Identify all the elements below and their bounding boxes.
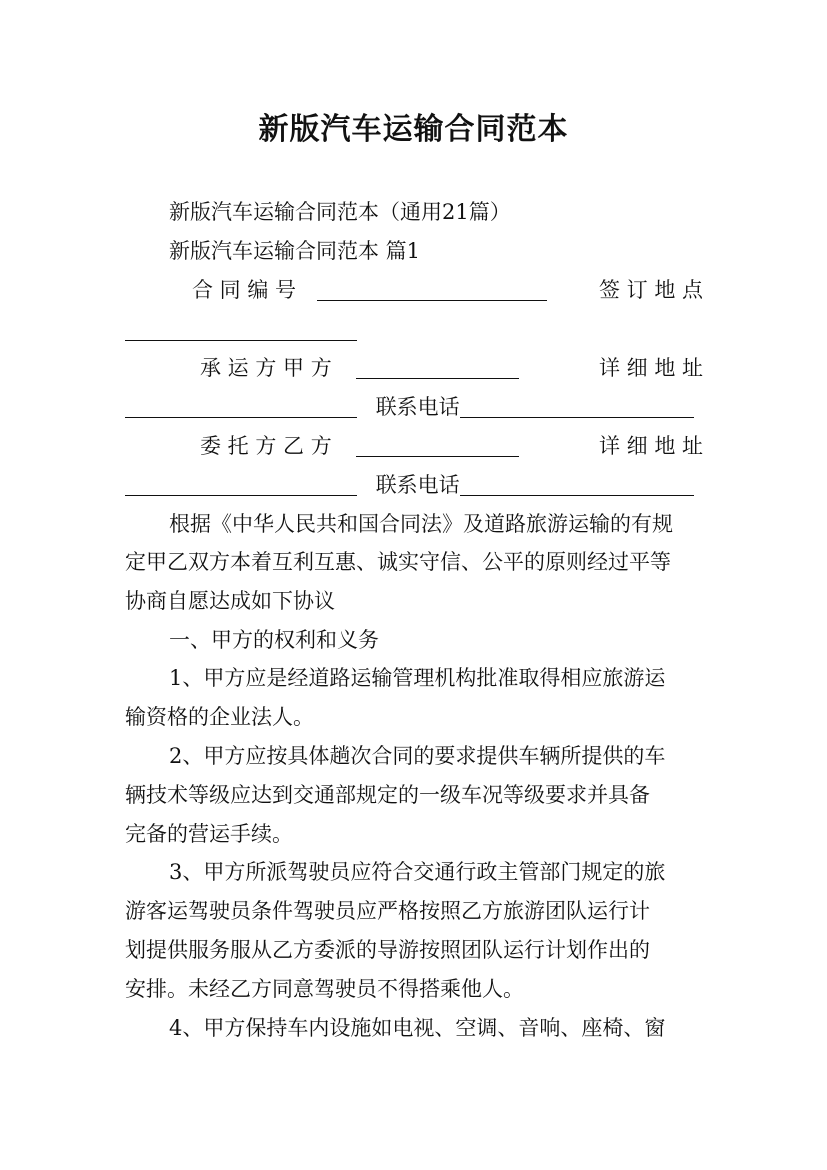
sign-place-row [125,316,703,344]
client-blank [356,436,519,457]
paragraph-line: 安排。未经乙方同意驾驶员不得搭乘他人。 [125,977,524,1001]
carrier-address-label: 详 细 地 址 [598,356,703,380]
client-phone-label: 联系电话 [375,473,460,497]
paragraph-line: 1、甲方应是经道路运输管理机构批准取得相应旅游运 [169,666,666,690]
sign-place-label: 签 订 地 点 [598,278,703,302]
paragraph-line: 定甲乙双方本着互利互惠、诚实守信、公平的原则经过平等 [125,550,671,574]
client-label: 委 托 方 乙 方 [200,434,332,458]
paragraph-line: 完备的营运手续。 [125,822,293,846]
paragraph-line: 根据《中华人民共和国合同法》及道路旅游运输的有规 [169,512,673,536]
carrier-contact-row [125,393,703,421]
paragraph-line: 辆技术等级应达到交通部规定的一级车况等级要求并具备 [125,783,650,807]
carrier-phone-label: 联系电话 [375,395,460,419]
sign-place-blank [125,320,357,341]
client-row [200,432,703,460]
contract-number-row [192,276,703,304]
section-heading: 新版汽车运输合同范本 篇1 [169,239,421,263]
carrier-phone-blank [460,397,694,418]
client-contact-row [125,471,703,499]
client-address-blank [125,475,357,496]
carrier-row [200,354,703,382]
contract-number-label: 合 同 编 号 [192,278,297,302]
subtitle: 新版汽车运输合同范本（通用21篇） [169,200,511,224]
carrier-label: 承 运 方 甲 方 [200,356,332,380]
paragraph-line: 输资格的企业法人。 [125,705,314,729]
paragraph-line: 划提供服务服从乙方委派的导游按照团队运行计划作出的 [125,938,650,962]
paragraph-line: 3、甲方所派驾驶员应符合交通行政主管部门规定的旅 [169,860,666,884]
carrier-address-blank [125,397,357,418]
client-address-label: 详 细 地 址 [598,434,703,458]
contract-number-blank [317,280,547,301]
carrier-blank [356,358,519,379]
paragraph-line: 游客运驾驶员条件驾驶员应严格按照乙方旅游团队运行计 [125,899,650,923]
document-title: 新版汽车运输合同范本 [258,112,569,147]
paragraph-line: 4、甲方保持车内设施如电视、空调、音响、座椅、窗 [169,1016,666,1040]
section-heading-rights: 一、甲方的权利和义务 [169,628,379,652]
paragraph-line: 2、甲方应按具体趟次合同的要求提供车辆所提供的车 [169,744,666,768]
client-phone-blank [460,475,694,496]
paragraph-line: 协商自愿达成如下协议 [125,589,335,613]
